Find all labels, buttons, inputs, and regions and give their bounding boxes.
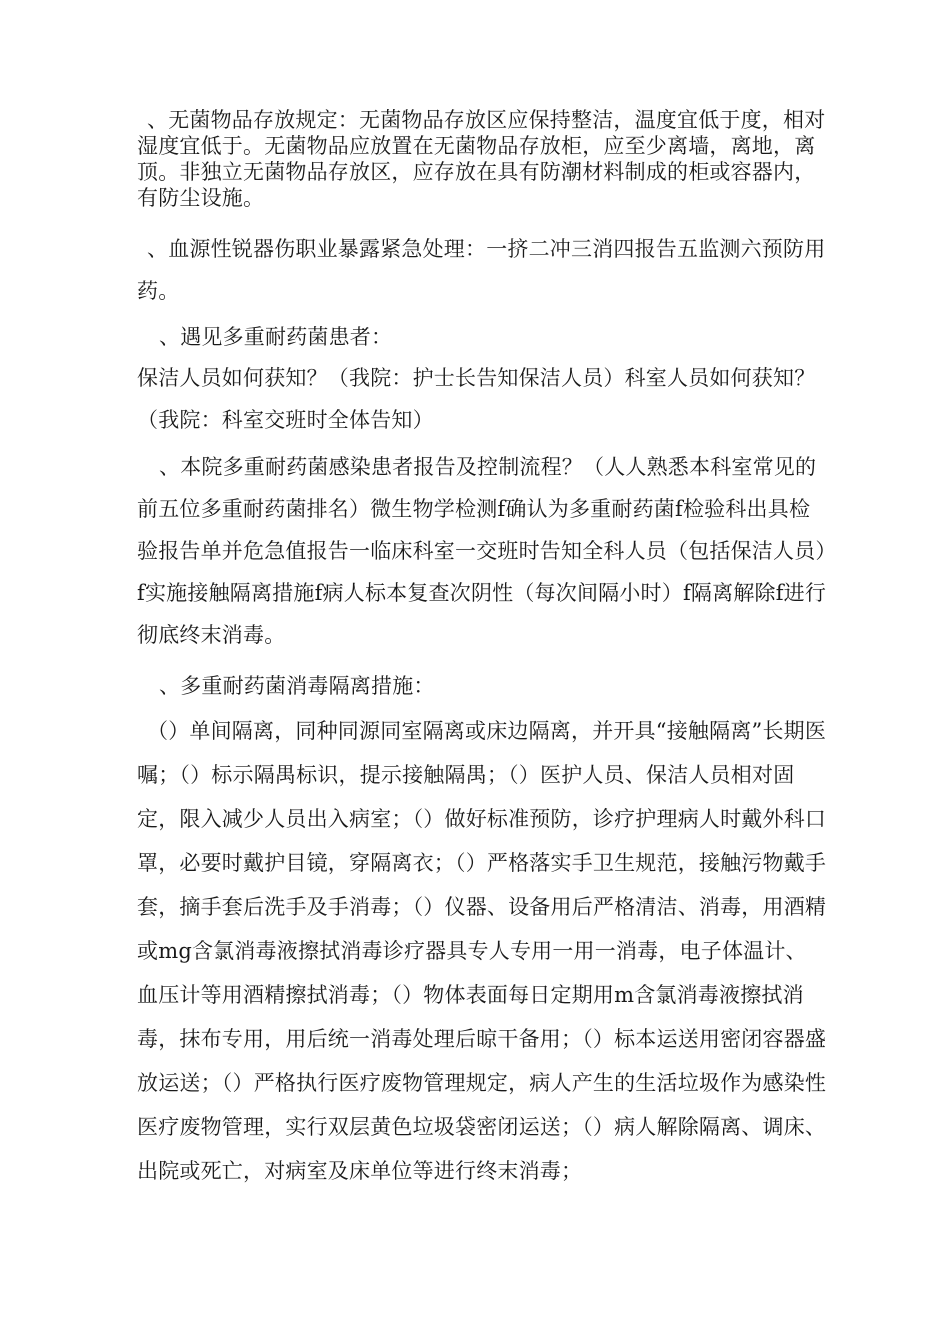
paragraph-sharps-injury [137,228,827,312]
paragraph-text: 保洁人员如何获知？（我院：护士长告知保洁人员）科室人员如何获知？（我院：科室交班时全体告知） [137,366,816,432]
paragraph-mdro-report-flow [137,446,827,656]
paragraph-text: 、无菌物品存放规定：无菌物品存放区应保持整洁，温度宜低于度，相对湿度宜低于。无菌物品应放置在无菌物品存放柜，应至少离墙，离地，离顶。非独立无菌物品存放区，应存放在具有防潮材料制成的柜或容器内，有防尘设施。 [137,108,826,210]
paragraph-isolation-measures [137,709,827,1193]
paragraph-staff-notification [137,357,827,441]
paragraph-text: 、遇见多重耐药菌患者： [159,325,393,349]
paragraph-sterile-storage [137,107,827,211]
paragraph-text: 、本院多重耐药菌感染患者报告及控制流程？（人人熟悉本科室常见的前五位多重耐药菌排名）微生物学检测f确认为多重耐药菌f检验科出具检验报告单并危急值报告一临床科室一交班时告知全科人员（包括保洁人员）f实施接触隔离措施f病人标本复查次阴性（每次间隔小时）f隔离解除f进行彻底终末消毒。 [137,455,827,647]
paragraph-text: 、多重耐药菌消毒隔离措施： [159,674,435,698]
paragraph-text: 、血源性锐器伤职业暴露紧急处理：一挤二冲三消四报告五监测六预防用药。 [137,237,826,303]
paragraph-text: （）单间隔离，同种同源同室隔离或床边隔离，并开具“接触隔离”长期医嘱；（）标示隔禺标识，提示接触隔禺；（）医护人员、保洁人员相对固定，限入减少人员出入病室；（）做好标准预防，诊疗护理病人时戴外科口罩，必要时戴护目镜，穿隔离衣；（）严格落实手卫生规范，接触污物戴手套，摘手套后洗手及手消毒；（）仪器、设备用后严格清洁、消毒，用酒精或mg含氯消毒液擦拭消毒诊疗器具专人专用一用一消毒，电子体温计、血压计等用酒精擦拭消毒；（）物体表面每日定期用m含氯消毒液擦拭消毒，抹布专用，用后统一消毒处理后晾干备用；（）标本运送用密闭容器盛放运送；（）严格执行医疗废物管理规定，病人产生的生活垃圾作为感染性医疗废物管理，实行双层黄色垃圾袋密闭运送；（）病人解除隔离、调床、出院或死亡，对病室及床单位等进行终末消毒； [137,719,827,1183]
paragraph-mdro-patient-heading [137,316,827,358]
paragraph-isolation-heading [137,665,827,707]
